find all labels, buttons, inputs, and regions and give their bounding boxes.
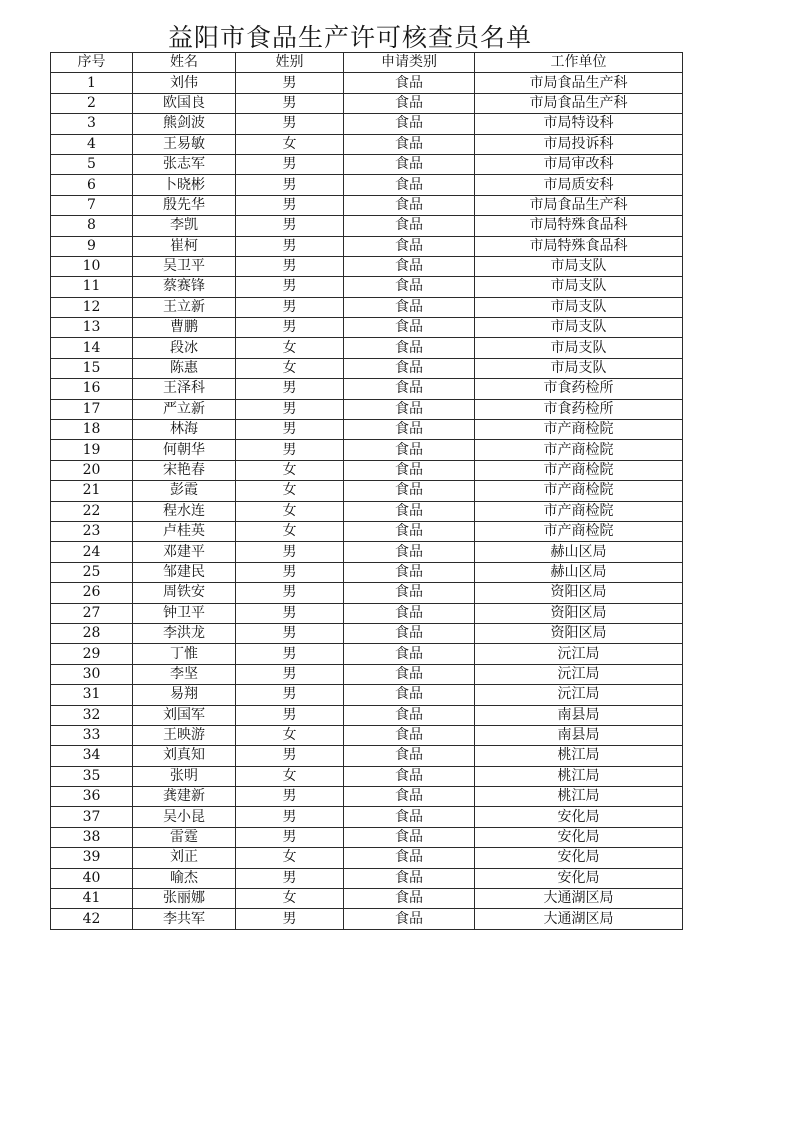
cell-work-unit: 南县局 [475, 705, 683, 725]
cell-serial-number: 16 [51, 379, 133, 399]
cell-serial-number: 30 [51, 664, 133, 684]
cell-work-unit: 市局支队 [475, 256, 683, 276]
cell-application-category: 食品 [344, 420, 475, 440]
cell-name: 欧国良 [133, 93, 236, 113]
cell-work-unit: 市局特设科 [475, 114, 683, 134]
cell-gender: 女 [236, 481, 344, 501]
cell-gender: 男 [236, 644, 344, 664]
cell-name: 曹鹏 [133, 318, 236, 338]
cell-application-category: 食品 [344, 807, 475, 827]
cell-name: 熊剑波 [133, 114, 236, 134]
cell-application-category: 食品 [344, 746, 475, 766]
cell-work-unit: 资阳区局 [475, 583, 683, 603]
cell-gender: 男 [236, 807, 344, 827]
table-row [51, 827, 683, 847]
table-row [51, 501, 683, 521]
cell-serial-number: 37 [51, 807, 133, 827]
cell-gender: 男 [236, 297, 344, 317]
cell-name: 张志军 [133, 154, 236, 174]
cell-name: 钟卫平 [133, 603, 236, 623]
cell-serial-number: 7 [51, 195, 133, 215]
cell-name: 刘国军 [133, 705, 236, 725]
cell-serial-number: 36 [51, 787, 133, 807]
cell-serial-number: 21 [51, 481, 133, 501]
cell-work-unit: 资阳区局 [475, 603, 683, 623]
cell-serial-number: 27 [51, 603, 133, 623]
cell-work-unit: 安化局 [475, 807, 683, 827]
cell-gender: 男 [236, 216, 344, 236]
cell-serial-number: 20 [51, 460, 133, 480]
cell-serial-number: 8 [51, 216, 133, 236]
cell-work-unit: 大通湖区局 [475, 889, 683, 909]
table-row [51, 623, 683, 643]
cell-application-category: 食品 [344, 521, 475, 541]
cell-name: 卢桂英 [133, 521, 236, 541]
cell-work-unit: 市局支队 [475, 338, 683, 358]
cell-work-unit: 市产商检院 [475, 420, 683, 440]
cell-application-category: 食品 [344, 848, 475, 868]
cell-gender: 女 [236, 134, 344, 154]
cell-name: 刘伟 [133, 73, 236, 93]
header-gender: 姓别 [236, 53, 344, 73]
table-row [51, 481, 683, 501]
cell-application-category: 食品 [344, 134, 475, 154]
cell-name: 易翔 [133, 685, 236, 705]
cell-name: 严立新 [133, 399, 236, 419]
cell-serial-number: 5 [51, 154, 133, 174]
cell-name: 龚建新 [133, 787, 236, 807]
cell-gender: 男 [236, 175, 344, 195]
cell-work-unit: 安化局 [475, 827, 683, 847]
cell-work-unit: 市食药检所 [475, 399, 683, 419]
table-row [51, 705, 683, 725]
cell-gender: 男 [236, 114, 344, 134]
cell-serial-number: 24 [51, 542, 133, 562]
table-row [51, 583, 683, 603]
header-work-unit: 工作单位 [475, 53, 683, 73]
cell-serial-number: 40 [51, 868, 133, 888]
table-row [51, 521, 683, 541]
cell-work-unit: 市局食品生产科 [475, 73, 683, 93]
table-row [51, 154, 683, 174]
cell-name: 喻杰 [133, 868, 236, 888]
cell-gender: 女 [236, 501, 344, 521]
cell-gender: 女 [236, 848, 344, 868]
cell-serial-number: 41 [51, 889, 133, 909]
cell-name: 李坚 [133, 664, 236, 684]
cell-name: 彭霞 [133, 481, 236, 501]
cell-gender: 男 [236, 154, 344, 174]
cell-work-unit: 市产商检院 [475, 460, 683, 480]
cell-name: 李洪龙 [133, 623, 236, 643]
cell-work-unit: 安化局 [475, 848, 683, 868]
cell-work-unit: 市局投诉科 [475, 134, 683, 154]
cell-name: 丁惟 [133, 644, 236, 664]
table-row [51, 73, 683, 93]
cell-application-category: 食品 [344, 705, 475, 725]
cell-work-unit: 市局支队 [475, 277, 683, 297]
cell-gender: 男 [236, 909, 344, 929]
table-row [51, 358, 683, 378]
cell-gender: 男 [236, 603, 344, 623]
cell-work-unit: 市局支队 [475, 318, 683, 338]
cell-gender: 女 [236, 766, 344, 786]
cell-work-unit: 安化局 [475, 868, 683, 888]
cell-work-unit: 沅江局 [475, 644, 683, 664]
cell-gender: 男 [236, 399, 344, 419]
cell-application-category: 食品 [344, 685, 475, 705]
table-row [51, 379, 683, 399]
cell-gender: 男 [236, 420, 344, 440]
cell-serial-number: 2 [51, 93, 133, 113]
cell-name: 林海 [133, 420, 236, 440]
cell-gender: 女 [236, 358, 344, 378]
cell-application-category: 食品 [344, 236, 475, 256]
table-row [51, 256, 683, 276]
cell-work-unit: 市局支队 [475, 297, 683, 317]
cell-name: 殷先华 [133, 195, 236, 215]
cell-application-category: 食品 [344, 766, 475, 786]
cell-serial-number: 19 [51, 440, 133, 460]
table-row [51, 114, 683, 134]
cell-work-unit: 桃江局 [475, 787, 683, 807]
cell-work-unit: 桃江局 [475, 746, 683, 766]
cell-name: 程水连 [133, 501, 236, 521]
table-row [51, 420, 683, 440]
cell-application-category: 食品 [344, 542, 475, 562]
cell-work-unit: 市局审改科 [475, 154, 683, 174]
cell-application-category: 食品 [344, 460, 475, 480]
cell-name: 何朝华 [133, 440, 236, 460]
cell-gender: 男 [236, 277, 344, 297]
cell-application-category: 食品 [344, 277, 475, 297]
cell-name: 邓建平 [133, 542, 236, 562]
cell-application-category: 食品 [344, 664, 475, 684]
cell-serial-number: 35 [51, 766, 133, 786]
cell-name: 张明 [133, 766, 236, 786]
cell-gender: 男 [236, 236, 344, 256]
table-row [51, 460, 683, 480]
cell-work-unit: 赫山区局 [475, 562, 683, 582]
cell-work-unit: 市产商检院 [475, 440, 683, 460]
cell-gender: 男 [236, 827, 344, 847]
cell-serial-number: 38 [51, 827, 133, 847]
cell-gender: 男 [236, 379, 344, 399]
cell-gender: 男 [236, 195, 344, 215]
table-row [51, 685, 683, 705]
table-row [51, 766, 683, 786]
cell-name: 吴卫平 [133, 256, 236, 276]
cell-name: 王立新 [133, 297, 236, 317]
cell-application-category: 食品 [344, 379, 475, 399]
table-row [51, 236, 683, 256]
cell-work-unit: 市局食品生产科 [475, 93, 683, 113]
cell-gender: 男 [236, 664, 344, 684]
cell-name: 李凯 [133, 216, 236, 236]
cell-name: 王泽科 [133, 379, 236, 399]
cell-application-category: 食品 [344, 603, 475, 623]
cell-serial-number: 42 [51, 909, 133, 929]
cell-name: 邹建民 [133, 562, 236, 582]
cell-gender: 男 [236, 623, 344, 643]
cell-name: 吴小昆 [133, 807, 236, 827]
cell-application-category: 食品 [344, 216, 475, 236]
cell-serial-number: 18 [51, 420, 133, 440]
table-row [51, 664, 683, 684]
cell-work-unit: 市产商检院 [475, 481, 683, 501]
cell-gender: 女 [236, 725, 344, 745]
cell-work-unit: 市产商检院 [475, 501, 683, 521]
header-serial-number: 序号 [51, 53, 133, 73]
cell-serial-number: 28 [51, 623, 133, 643]
cell-application-category: 食品 [344, 93, 475, 113]
table-row [51, 175, 683, 195]
cell-work-unit: 市产商检院 [475, 521, 683, 541]
cell-application-category: 食品 [344, 644, 475, 664]
cell-serial-number: 26 [51, 583, 133, 603]
cell-gender: 女 [236, 460, 344, 480]
cell-application-category: 食品 [344, 440, 475, 460]
cell-work-unit: 大通湖区局 [475, 909, 683, 929]
cell-serial-number: 17 [51, 399, 133, 419]
table-header-row [51, 53, 683, 73]
cell-name: 张丽娜 [133, 889, 236, 909]
cell-application-category: 食品 [344, 154, 475, 174]
cell-application-category: 食品 [344, 256, 475, 276]
cell-application-category: 食品 [344, 889, 475, 909]
cell-work-unit: 市局质安科 [475, 175, 683, 195]
table-row [51, 868, 683, 888]
cell-application-category: 食品 [344, 195, 475, 215]
cell-gender: 男 [236, 440, 344, 460]
cell-work-unit: 市局食品生产科 [475, 195, 683, 215]
cell-work-unit: 市食药检所 [475, 379, 683, 399]
cell-serial-number: 9 [51, 236, 133, 256]
header-name: 姓名 [133, 53, 236, 73]
cell-serial-number: 29 [51, 644, 133, 664]
cell-work-unit: 南县局 [475, 725, 683, 745]
cell-serial-number: 13 [51, 318, 133, 338]
inspector-roster-table [50, 52, 683, 930]
cell-serial-number: 11 [51, 277, 133, 297]
cell-gender: 男 [236, 93, 344, 113]
cell-gender: 女 [236, 889, 344, 909]
header-application-category: 申请类别 [344, 53, 475, 73]
cell-gender: 男 [236, 685, 344, 705]
cell-application-category: 食品 [344, 583, 475, 603]
cell-serial-number: 4 [51, 134, 133, 154]
cell-gender: 男 [236, 256, 344, 276]
cell-serial-number: 33 [51, 725, 133, 745]
cell-name: 宋艳春 [133, 460, 236, 480]
cell-gender: 女 [236, 338, 344, 358]
cell-serial-number: 34 [51, 746, 133, 766]
table-row [51, 644, 683, 664]
table-row [51, 195, 683, 215]
cell-name: 刘真知 [133, 746, 236, 766]
table-row [51, 440, 683, 460]
cell-work-unit: 市局特殊食品科 [475, 216, 683, 236]
cell-application-category: 食品 [344, 725, 475, 745]
cell-application-category: 食品 [344, 318, 475, 338]
cell-work-unit: 资阳区局 [475, 623, 683, 643]
cell-work-unit: 市局特殊食品科 [475, 236, 683, 256]
cell-serial-number: 6 [51, 175, 133, 195]
cell-gender: 男 [236, 73, 344, 93]
cell-work-unit: 沅江局 [475, 664, 683, 684]
cell-application-category: 食品 [344, 114, 475, 134]
table-row [51, 746, 683, 766]
table-row [51, 216, 683, 236]
cell-gender: 男 [236, 787, 344, 807]
table-row [51, 787, 683, 807]
table-row [51, 134, 683, 154]
table-row [51, 297, 683, 317]
table-row [51, 93, 683, 113]
table-row [51, 338, 683, 358]
cell-application-category: 食品 [344, 623, 475, 643]
cell-serial-number: 14 [51, 338, 133, 358]
cell-application-category: 食品 [344, 73, 475, 93]
cell-name: 雷霆 [133, 827, 236, 847]
cell-application-category: 食品 [344, 297, 475, 317]
cell-application-category: 食品 [344, 481, 475, 501]
cell-work-unit: 市局支队 [475, 358, 683, 378]
cell-serial-number: 22 [51, 501, 133, 521]
cell-gender: 男 [236, 318, 344, 338]
cell-gender: 男 [236, 562, 344, 582]
cell-name: 蔡赛锋 [133, 277, 236, 297]
cell-application-category: 食品 [344, 501, 475, 521]
cell-serial-number: 12 [51, 297, 133, 317]
table-row [51, 318, 683, 338]
page-title: 益阳市食品生产许可核查员名单 [167, 23, 532, 52]
cell-serial-number: 3 [51, 114, 133, 134]
table-row [51, 848, 683, 868]
cell-serial-number: 1 [51, 73, 133, 93]
cell-application-category: 食品 [344, 909, 475, 929]
cell-name: 王易敏 [133, 134, 236, 154]
cell-application-category: 食品 [344, 868, 475, 888]
cell-work-unit: 沅江局 [475, 685, 683, 705]
table-row [51, 725, 683, 745]
cell-name: 崔柯 [133, 236, 236, 256]
cell-name: 卜晓彬 [133, 175, 236, 195]
cell-gender: 女 [236, 521, 344, 541]
cell-serial-number: 10 [51, 256, 133, 276]
cell-application-category: 食品 [344, 562, 475, 582]
cell-serial-number: 15 [51, 358, 133, 378]
cell-application-category: 食品 [344, 787, 475, 807]
cell-name: 刘正 [133, 848, 236, 868]
cell-serial-number: 31 [51, 685, 133, 705]
table-row [51, 562, 683, 582]
table-row [51, 909, 683, 929]
table-row [51, 542, 683, 562]
cell-application-category: 食品 [344, 827, 475, 847]
cell-application-category: 食品 [344, 399, 475, 419]
cell-gender: 男 [236, 705, 344, 725]
table-row [51, 889, 683, 909]
cell-serial-number: 25 [51, 562, 133, 582]
cell-serial-number: 39 [51, 848, 133, 868]
table-row [51, 277, 683, 297]
table-row [51, 399, 683, 419]
table-row [51, 807, 683, 827]
cell-gender: 男 [236, 746, 344, 766]
cell-application-category: 食品 [344, 175, 475, 195]
cell-application-category: 食品 [344, 358, 475, 378]
cell-gender: 男 [236, 583, 344, 603]
cell-work-unit: 桃江局 [475, 766, 683, 786]
table-body [51, 73, 683, 929]
table-row [51, 603, 683, 623]
cell-application-category: 食品 [344, 338, 475, 358]
cell-serial-number: 23 [51, 521, 133, 541]
cell-name: 李共军 [133, 909, 236, 929]
cell-name: 周铁安 [133, 583, 236, 603]
cell-work-unit: 赫山区局 [475, 542, 683, 562]
cell-name: 段冰 [133, 338, 236, 358]
cell-name: 陈惠 [133, 358, 236, 378]
cell-gender: 男 [236, 542, 344, 562]
cell-name: 王映游 [133, 725, 236, 745]
cell-gender: 男 [236, 868, 344, 888]
cell-serial-number: 32 [51, 705, 133, 725]
